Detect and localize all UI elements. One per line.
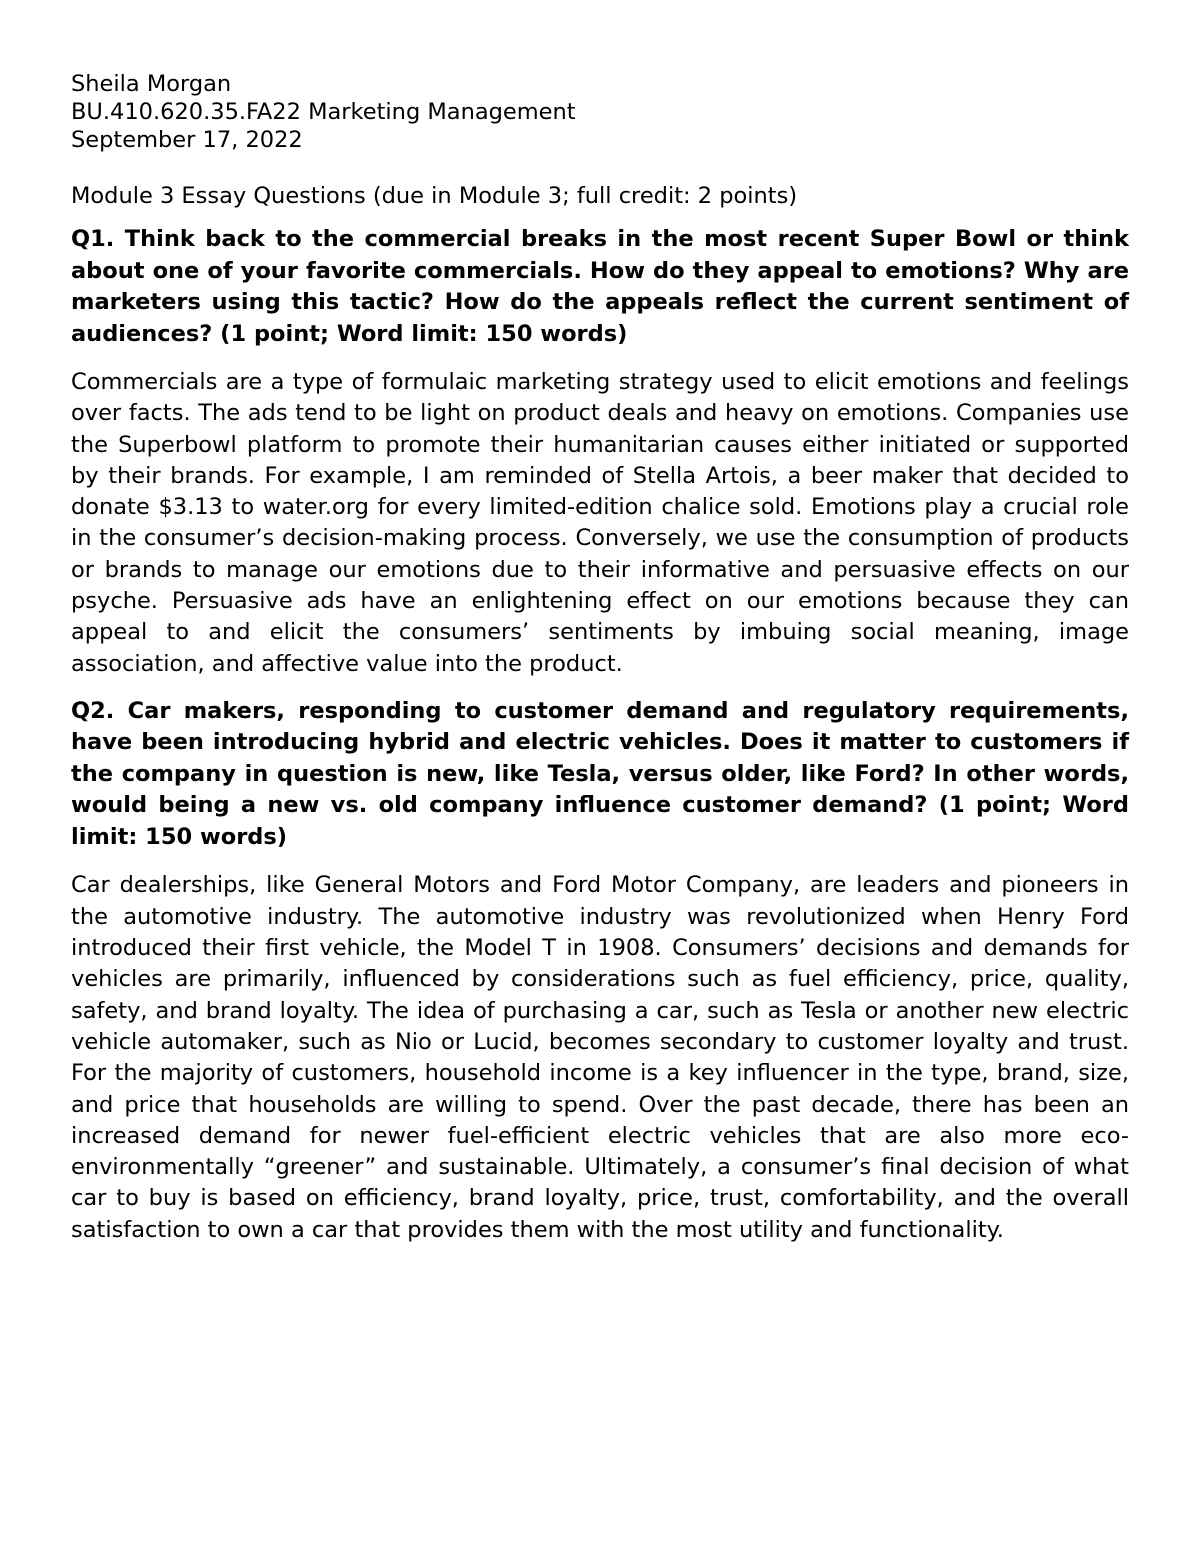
question-2: Q2. Car makers, responding to customer demand and regulatory requirements, have been introducing hybrid and electric vehicles. Does it matter to customers if the company in question is new, like Tesla, versus older, like Ford? In other words, would being a new vs. old company influence customer demand? (1 point; Word limit: 150 words) [71,697,1129,850]
module-title: Module 3 Essay Questions (due in Module 3; full credit: 2 points) [71,183,798,209]
header-block [71,70,1129,154]
author-name: Sheila Morgan [71,71,232,97]
document-date: September 17, 2022 [71,127,303,153]
document-page [71,70,1129,1246]
course-title: BU.410.620.35.FA22 Marketing Management [71,99,576,125]
answer-1: Commercials are a type of formulaic marketing strategy used to elicit emotions and feelings over facts. The ads tend to be light on product deals and heavy on emotions. Companies use the Superbowl platform to promote their humanitarian causes either initiated or supported by their brands. For example, I am reminded of Stella Artois, a beer maker that decided to donate $3.13 to water.org for every limited-edition chalice sold. Emotions play a crucial role in the consumer’s decision-making process. Conversely, we use the consumption of products or brands to manage our emotions due to their informative and persuasive effects on our psyche. Persuasive ads have an enlightening effect on our emotions because they can appeal to and elicit the consumers’ sentiments by imbuing social meaning, image association, and affective value into the product. [71,369,1129,677]
question-1: Q1. Think back to the commercial breaks in the most recent Super Bowl or think about one of your favorite commercials. How do they appeal to emotions? Why are marketers using this tactic? How do the appeals reflect the current sentiment of audiences? (1 point; Word limit: 150 words) [71,226,1129,347]
answer-2: Car dealerships, like General Motors and Ford Motor Company, are leaders and pioneers in the automotive industry. The automotive industry was revolutionized when Henry Ford introduced their first vehicle, the Model T in 1908. Consumers’ decisions and demands for vehicles are primarily, influenced by considerations such as fuel efficiency, price, quality, safety, and brand loyalty. The idea of purchasing a car, such as Tesla or another new electric vehicle automaker, such as Nio or Lucid, becomes secondary to customer loyalty and trust. For the majority of customers, household income is a key influencer in the type, brand, size, and price that households are willing to spend. Over the past decade, there has been an increased demand for newer fuel-efficient electric vehicles that are also more eco-environmentally “greener” and sustainable. Ultimately, a consumer’s final decision of what car to buy is based on efficiency, brand loyalty, price, trust, comfortability, and the overall satisfaction to own a car that provides them with the most utility and functionality. [71,872,1129,1243]
